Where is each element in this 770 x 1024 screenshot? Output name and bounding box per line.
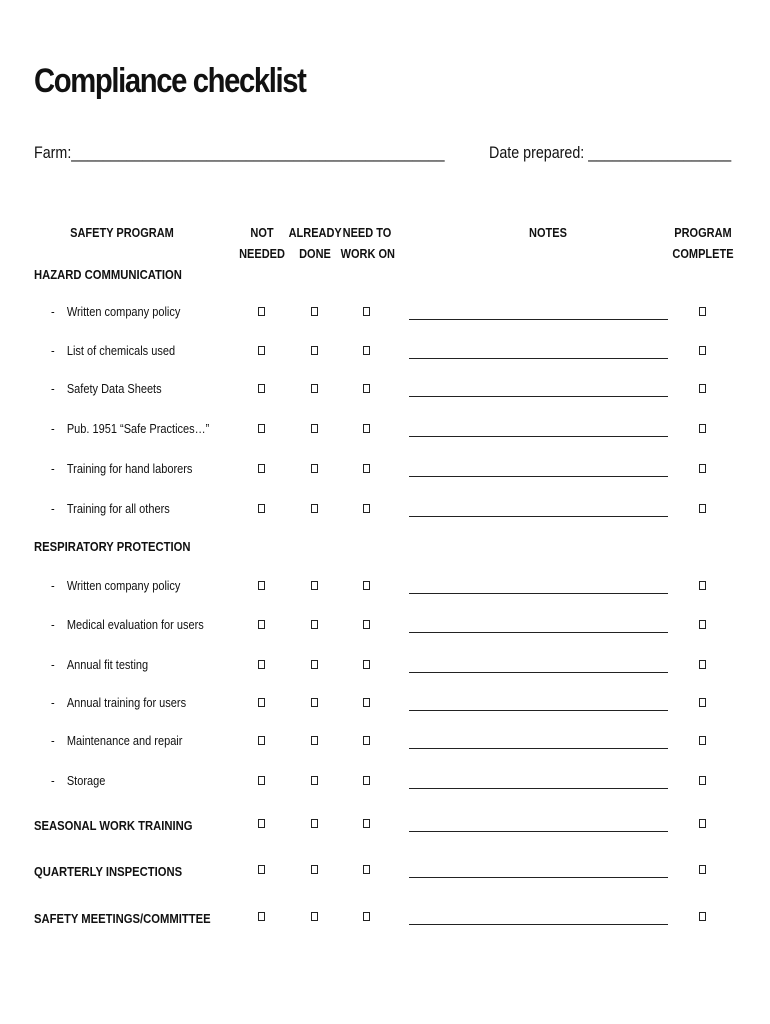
need-to-work-on-checkbox[interactable] [363, 384, 370, 393]
already-done-checkbox[interactable] [311, 819, 318, 828]
item-dash: - [51, 734, 55, 748]
item-label: Annual fit testing [66, 658, 149, 672]
page-title: Compliance checklist [34, 62, 306, 100]
header-not-needed: NOT NEEDED [239, 226, 285, 261]
program-complete-checkbox[interactable] [699, 384, 706, 393]
not-needed-checkbox[interactable] [258, 620, 265, 629]
checklist-item [51, 774, 105, 788]
program-complete-checkbox[interactable] [699, 865, 706, 874]
notes-line[interactable] [409, 877, 668, 878]
header-safety-program: SAFETY PROGRAM [70, 226, 174, 240]
date-prepared-field[interactable] [489, 143, 731, 163]
farm-label: Farm: [34, 143, 72, 162]
already-done-checkbox[interactable] [311, 384, 318, 393]
need-to-work-on-checkbox[interactable] [363, 464, 370, 473]
already-done-checkbox[interactable] [311, 620, 318, 629]
not-needed-checkbox[interactable] [258, 424, 265, 433]
notes-line[interactable] [409, 632, 668, 633]
notes-line[interactable] [409, 710, 668, 711]
checklist-item [51, 382, 162, 396]
need-to-work-on-checkbox[interactable] [363, 307, 370, 316]
checklist-item [51, 422, 209, 436]
item-label: Written company policy [66, 579, 181, 593]
section-hazard-communication: HAZARD COMMUNICATION [34, 268, 182, 282]
program-complete-checkbox[interactable] [699, 307, 706, 316]
section-item-label: SAFETY MEETINGS/COMMITTEE [34, 912, 211, 926]
item-label: Training for all others [66, 502, 170, 516]
item-label: Storage [66, 774, 106, 788]
need-to-work-on-checkbox[interactable] [363, 865, 370, 874]
item-label: Maintenance and repair [66, 734, 183, 748]
item-label: Annual training for users [66, 696, 187, 710]
farm-field[interactable] [34, 143, 445, 163]
notes-line[interactable] [409, 593, 668, 594]
not-needed-checkbox[interactable] [258, 736, 265, 745]
not-needed-checkbox[interactable] [258, 819, 265, 828]
need-to-work-on-checkbox[interactable] [363, 698, 370, 707]
item-dash: - [51, 696, 55, 710]
notes-line[interactable] [409, 924, 668, 925]
item-dash: - [51, 658, 55, 672]
item-label: Safety Data Sheets [66, 382, 162, 396]
notes-line[interactable] [409, 358, 668, 359]
not-needed-checkbox[interactable] [258, 581, 265, 590]
item-label: Training for hand laborers [66, 462, 193, 476]
program-complete-checkbox[interactable] [699, 819, 706, 828]
need-to-work-on-checkbox[interactable] [363, 581, 370, 590]
farm-blank[interactable]: _______________________________________________ [71, 143, 445, 162]
already-done-checkbox[interactable] [311, 865, 318, 874]
program-complete-checkbox[interactable] [699, 912, 706, 921]
not-needed-checkbox[interactable] [258, 464, 265, 473]
program-complete-checkbox[interactable] [699, 620, 706, 629]
notes-line[interactable] [409, 788, 668, 789]
need-to-work-on-checkbox[interactable] [363, 776, 370, 785]
item-dash: - [51, 502, 55, 516]
section-item-label: QUARTERLY INSPECTIONS [34, 865, 183, 879]
checklist-item [51, 696, 186, 710]
date-prepared-blank[interactable]: __________________ [588, 143, 732, 162]
program-complete-checkbox[interactable] [699, 736, 706, 745]
need-to-work-on-checkbox[interactable] [363, 819, 370, 828]
already-done-checkbox[interactable] [311, 660, 318, 669]
date-prepared-label: Date prepared: [489, 143, 585, 162]
checklist-item [51, 618, 204, 632]
notes-line[interactable] [409, 396, 668, 397]
item-dash: - [51, 579, 55, 593]
header-notes: NOTES [529, 226, 567, 240]
already-done-checkbox[interactable] [311, 698, 318, 707]
need-to-work-on-checkbox[interactable] [363, 424, 370, 433]
checklist-item [51, 344, 175, 358]
checklist-item [51, 502, 170, 516]
need-to-work-on-checkbox[interactable] [363, 912, 370, 921]
program-complete-checkbox[interactable] [699, 660, 706, 669]
not-needed-checkbox[interactable] [258, 865, 265, 874]
item-dash: - [51, 774, 55, 788]
header-already-done: ALREADY DONE [288, 226, 342, 261]
program-complete-checkbox[interactable] [699, 464, 706, 473]
already-done-checkbox[interactable] [311, 776, 318, 785]
already-done-checkbox[interactable] [311, 424, 318, 433]
header-need-to-work-on: NEED TO WORK ON [340, 226, 395, 261]
not-needed-checkbox[interactable] [258, 346, 265, 355]
item-label: Written company policy [66, 305, 181, 319]
already-done-checkbox[interactable] [311, 912, 318, 921]
program-complete-checkbox[interactable] [699, 698, 706, 707]
already-done-checkbox[interactable] [311, 464, 318, 473]
already-done-checkbox[interactable] [311, 307, 318, 316]
item-dash: - [51, 618, 55, 632]
not-needed-checkbox[interactable] [258, 776, 265, 785]
already-done-checkbox[interactable] [311, 504, 318, 513]
need-to-work-on-checkbox[interactable] [363, 660, 370, 669]
checklist-item [51, 462, 192, 476]
item-dash: - [51, 462, 55, 476]
not-needed-checkbox[interactable] [258, 384, 265, 393]
checklist-item [51, 305, 180, 319]
notes-line[interactable] [409, 748, 668, 749]
item-label: Pub. 1951 “Safe Practices…” [66, 422, 210, 436]
item-dash: - [51, 344, 55, 358]
item-dash: - [51, 305, 55, 319]
already-done-checkbox[interactable] [311, 736, 318, 745]
program-complete-checkbox[interactable] [699, 504, 706, 513]
item-dash: - [51, 382, 55, 396]
notes-line[interactable] [409, 319, 668, 320]
section-respiratory-protection: RESPIRATORY PROTECTION [34, 540, 191, 554]
section-item-label: SEASONAL WORK TRAINING [34, 819, 193, 833]
notes-line[interactable] [409, 831, 668, 832]
checklist-item [51, 734, 182, 748]
program-complete-checkbox[interactable] [699, 346, 706, 355]
program-complete-checkbox[interactable] [699, 424, 706, 433]
already-done-checkbox[interactable] [311, 346, 318, 355]
program-complete-checkbox[interactable] [699, 776, 706, 785]
item-label: List of chemicals used [66, 344, 176, 358]
need-to-work-on-checkbox[interactable] [363, 620, 370, 629]
need-to-work-on-checkbox[interactable] [363, 346, 370, 355]
not-needed-checkbox[interactable] [258, 698, 265, 707]
not-needed-checkbox[interactable] [258, 307, 265, 316]
not-needed-checkbox[interactable] [258, 912, 265, 921]
need-to-work-on-checkbox[interactable] [363, 736, 370, 745]
program-complete-checkbox[interactable] [699, 581, 706, 590]
need-to-work-on-checkbox[interactable] [363, 504, 370, 513]
notes-line[interactable] [409, 516, 668, 517]
notes-line[interactable] [409, 476, 668, 477]
not-needed-checkbox[interactable] [258, 660, 265, 669]
notes-line[interactable] [409, 436, 668, 437]
not-needed-checkbox[interactable] [258, 504, 265, 513]
item-dash: - [51, 422, 55, 436]
checklist-item [51, 658, 148, 672]
notes-line[interactable] [409, 672, 668, 673]
header-program-complete: PROGRAM COMPLETE [672, 226, 734, 261]
already-done-checkbox[interactable] [311, 581, 318, 590]
checklist-item [51, 579, 180, 593]
item-label: Medical evaluation for users [66, 618, 204, 632]
